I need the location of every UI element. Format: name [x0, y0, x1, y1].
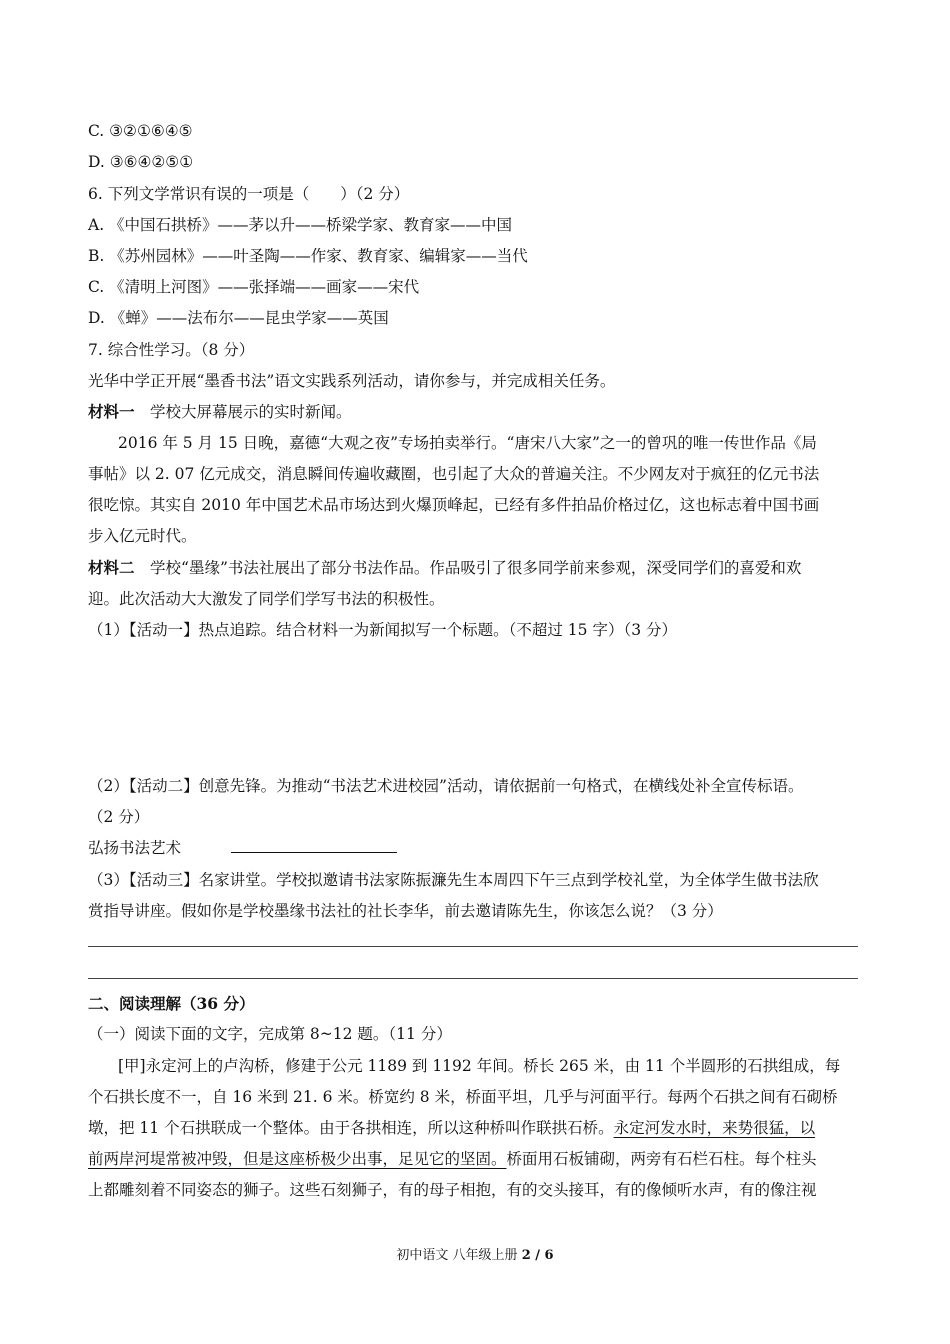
material-one-line-1: 2016 年 5 月 15 日晚，嘉德“大观之夜”专场拍卖举行。“唐宋八大家”之一的曾巩的唯一传世作品《局	[118, 434, 817, 452]
section-two-title: 二、阅读理解（36 分）	[88, 994, 255, 1013]
material-one-heading	[88, 402, 352, 422]
slogan-first-half: 弘扬书法艺术	[88, 839, 182, 857]
q6-stem: 6. 下列文学常识有误的一项是（ ）（2 分）	[88, 185, 410, 203]
reading-line-5: 上都雕刻着不同姿态的狮子。这些石刻狮子，有的母子相抱，有的交头接耳，有的像倾听水声，有的像注视	[88, 1181, 817, 1199]
activity-three-line-2: 赏指导讲座。假如你是学校墨缘书法社的社长李华，前去邀请陈先生，你该怎么说？（3 分）	[88, 902, 723, 920]
q6-option-b: B. 《苏州园林》——叶圣陶——作家、教育家、编辑家——当代	[88, 247, 528, 265]
q6-option-c: C. 《清明上河图》——张择端——画家——宋代	[88, 278, 420, 296]
reading-line-4	[88, 1149, 817, 1169]
page-footer	[0, 1247, 950, 1265]
activity-two-line-2: （2 分）	[88, 808, 150, 826]
section-two-subtitle: （一）阅读下面的文字，完成第 8~12 题。（11 分）	[88, 1025, 452, 1043]
material-two-heading	[88, 558, 801, 578]
q5-option-d: D. ③⑥④②⑤①	[88, 153, 194, 171]
q7-stem: 7. 综合性学习。（8 分）	[88, 341, 255, 359]
q5-option-c: C. ③②①⑥④⑤	[88, 122, 193, 140]
reading-line-3	[88, 1118, 815, 1138]
reading-line-1: [甲]永定河上的卢沟桥，修建于公元 1189 到 1192 年间。桥长 265 米，由 11 个半圆形的石拱组成，每	[118, 1057, 841, 1075]
material-two-line-1: 学校“墨缘”书法社展出了部分书法作品。作品吸引了很多同学前来参观，深受同学们的喜爱和欢	[134, 559, 802, 577]
underlined-sentence-part-1: 永定河发水时，来势很猛，以	[613, 1119, 816, 1137]
activity-three-line-1: （3）【活动三】名家讲堂。学校拟邀请书法家陈振濂先生本周四下午三点到学校礼堂，为全体学生做书法欣	[88, 871, 819, 889]
activity-two-slogan	[88, 838, 397, 858]
answer-line-2[interactable]	[88, 978, 858, 979]
material-one-line-2: 事帖》以 2. 07 亿元成交，消息瞬间传遍收藏圈，也引起了大众的普遍关注。不少网友对于疯狂的亿元书法	[88, 465, 820, 483]
footer-text: 初中语文 八年级上册	[396, 1248, 522, 1263]
activity-two-line-1: （2）【活动二】创意先锋。为推动“书法艺术进校园”活动，请依据前一句格式，在横线处补全宣传标语。	[88, 777, 804, 795]
q7-intro: 光华中学正开展“墨香书法”语文实践系列活动，请你参与，并完成相关任务。	[88, 372, 616, 390]
material-one-title: 学校大屏幕展示的实时新闻。	[134, 403, 352, 421]
reading-line-3-text: 墩，把 11 个石拱联成一个整体。由于各拱相连，所以这种桥叫作联拱石桥。	[88, 1119, 614, 1137]
q6-option-a: A. 《中国石拱桥》——茅以升——桥梁学家、教育家——中国	[88, 216, 513, 234]
answer-line-1[interactable]	[88, 946, 858, 947]
material-one-line-4: 步入亿元时代。	[88, 527, 197, 545]
reading-line-2: 个石拱长度不一，自 16 米到 21. 6 米。桥宽约 8 米，桥面平坦，几乎与河面平行。每两个石拱之间有石砌桥	[88, 1088, 838, 1106]
reading-line-4-text: 桥面用石板铺砌，两旁有石栏石柱。每个柱头	[506, 1150, 817, 1168]
slogan-answer-blank[interactable]	[231, 838, 397, 853]
material-two-line-2: 迎。此次活动大大激发了同学们学写书法的积极性。	[88, 590, 445, 608]
underlined-sentence-part-2: 前两岸河堤常被冲毁，但是这座桥极少出事，足见它的坚固。	[88, 1150, 507, 1168]
page-number: 2 / 6	[521, 1248, 554, 1263]
material-one-line-3: 很吃惊。其实自 2010 年中国艺术品市场达到火爆顶峰起，已经有多件拍品价格过亿，这也标志着中国书画	[88, 496, 820, 514]
material-one-label: 材料一	[88, 402, 135, 421]
q6-option-d: D. 《蝉》——法布尔——昆虫学家——英国	[88, 309, 389, 327]
material-two-label: 材料二	[88, 558, 135, 577]
activity-one: （1）【活动一】热点追踪。结合材料一为新闻拟写一个标题。（不超过 15 字）（3 分）	[88, 621, 677, 639]
